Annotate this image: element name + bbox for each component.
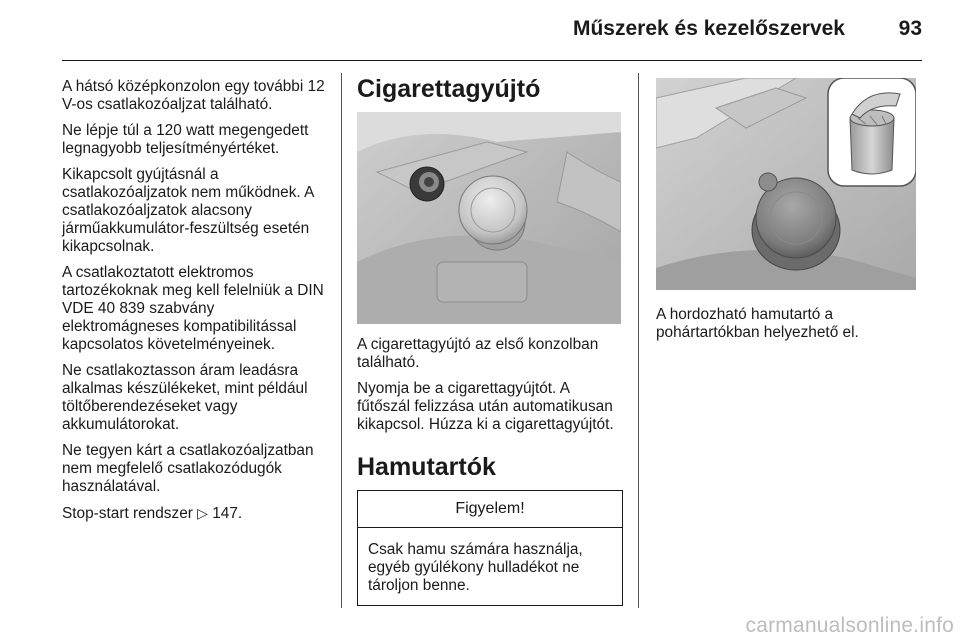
ashtray-illustration	[656, 78, 916, 290]
stop-start-text: Stop-start rendszer	[62, 505, 193, 522]
portable-ashtray-image	[656, 78, 916, 290]
column-3	[656, 78, 921, 350]
cigarette-lighter-image	[357, 112, 621, 324]
paragraph-din-standard: A csatlakoztatott elektromos tartozékoknak meg kell felelniük a DIN VDE 40 839 szabvány elektromágneses kompatibilitással kapcsolatos követelményeinek.	[62, 264, 324, 353]
column-divider-1	[341, 73, 342, 608]
page-number: 93	[898, 17, 922, 40]
column-1	[62, 78, 330, 531]
header-rule	[62, 60, 922, 61]
cigarette-lighter-illustration	[357, 112, 621, 324]
heading-cigarette-lighter: Cigarettagyújtó	[357, 75, 541, 103]
heading-ashtrays: Hamutartók	[357, 453, 496, 481]
paragraph-no-chargers: Ne csatlakoztasson áram leadásra alkalmas készülékeket, mint például töltőberendezéseket vagy akkumulátorokat.	[62, 362, 308, 433]
watermark: carmanualsonline.info	[745, 614, 954, 637]
column-divider-2	[638, 73, 639, 608]
warning-title: Figyelem!	[358, 491, 622, 528]
paragraph-extra-socket: A hátsó középkonzolon egy további 12 V-os csatlakozóaljzat található.	[62, 78, 325, 113]
paragraph-portable-ashtray: A hordozható hamutartó a pohártartókban helyezhető el.	[656, 306, 859, 341]
paragraph-plug-damage: Ne tegyen kárt a csatlakozóaljzatban nem megfelelő csatlakozódugók használatával.	[62, 442, 314, 495]
page-header	[0, 0, 960, 64]
paragraph-lighter-location: A cigarettagyújtó az első konzolban található.	[357, 336, 599, 371]
column-2	[357, 74, 625, 606]
warning-box	[357, 490, 623, 606]
warning-text: Csak hamu számára használja, egyéb gyúlékony hulladékot ne tároljon benne.	[368, 541, 583, 594]
paragraph-stop-start-ref	[62, 504, 330, 523]
page-title: Műszerek és kezelőszervek	[572, 17, 845, 40]
paragraph-power-limit: Ne lépje túl a 120 watt megengedett legnagyobb teljesítményértéket.	[62, 122, 309, 157]
triangle-reference-icon: ▷	[197, 505, 208, 521]
paragraph-lighter-usage: Nyomja be a cigarettagyújtót. A fűtőszál felizzása után automatikusan kikapcsol. Húzza ki a cigarettagyújtót.	[357, 380, 614, 433]
stop-start-page-ref[interactable]: 147.	[212, 505, 243, 522]
paragraph-ignition-off: Kikapcsolt gyújtásnál a csatlakozóaljzatok nem működnek. A csatlakozóaljzatok alacsony járműakkumulátor-feszültség esetén kikapcsolnak.	[62, 166, 314, 255]
